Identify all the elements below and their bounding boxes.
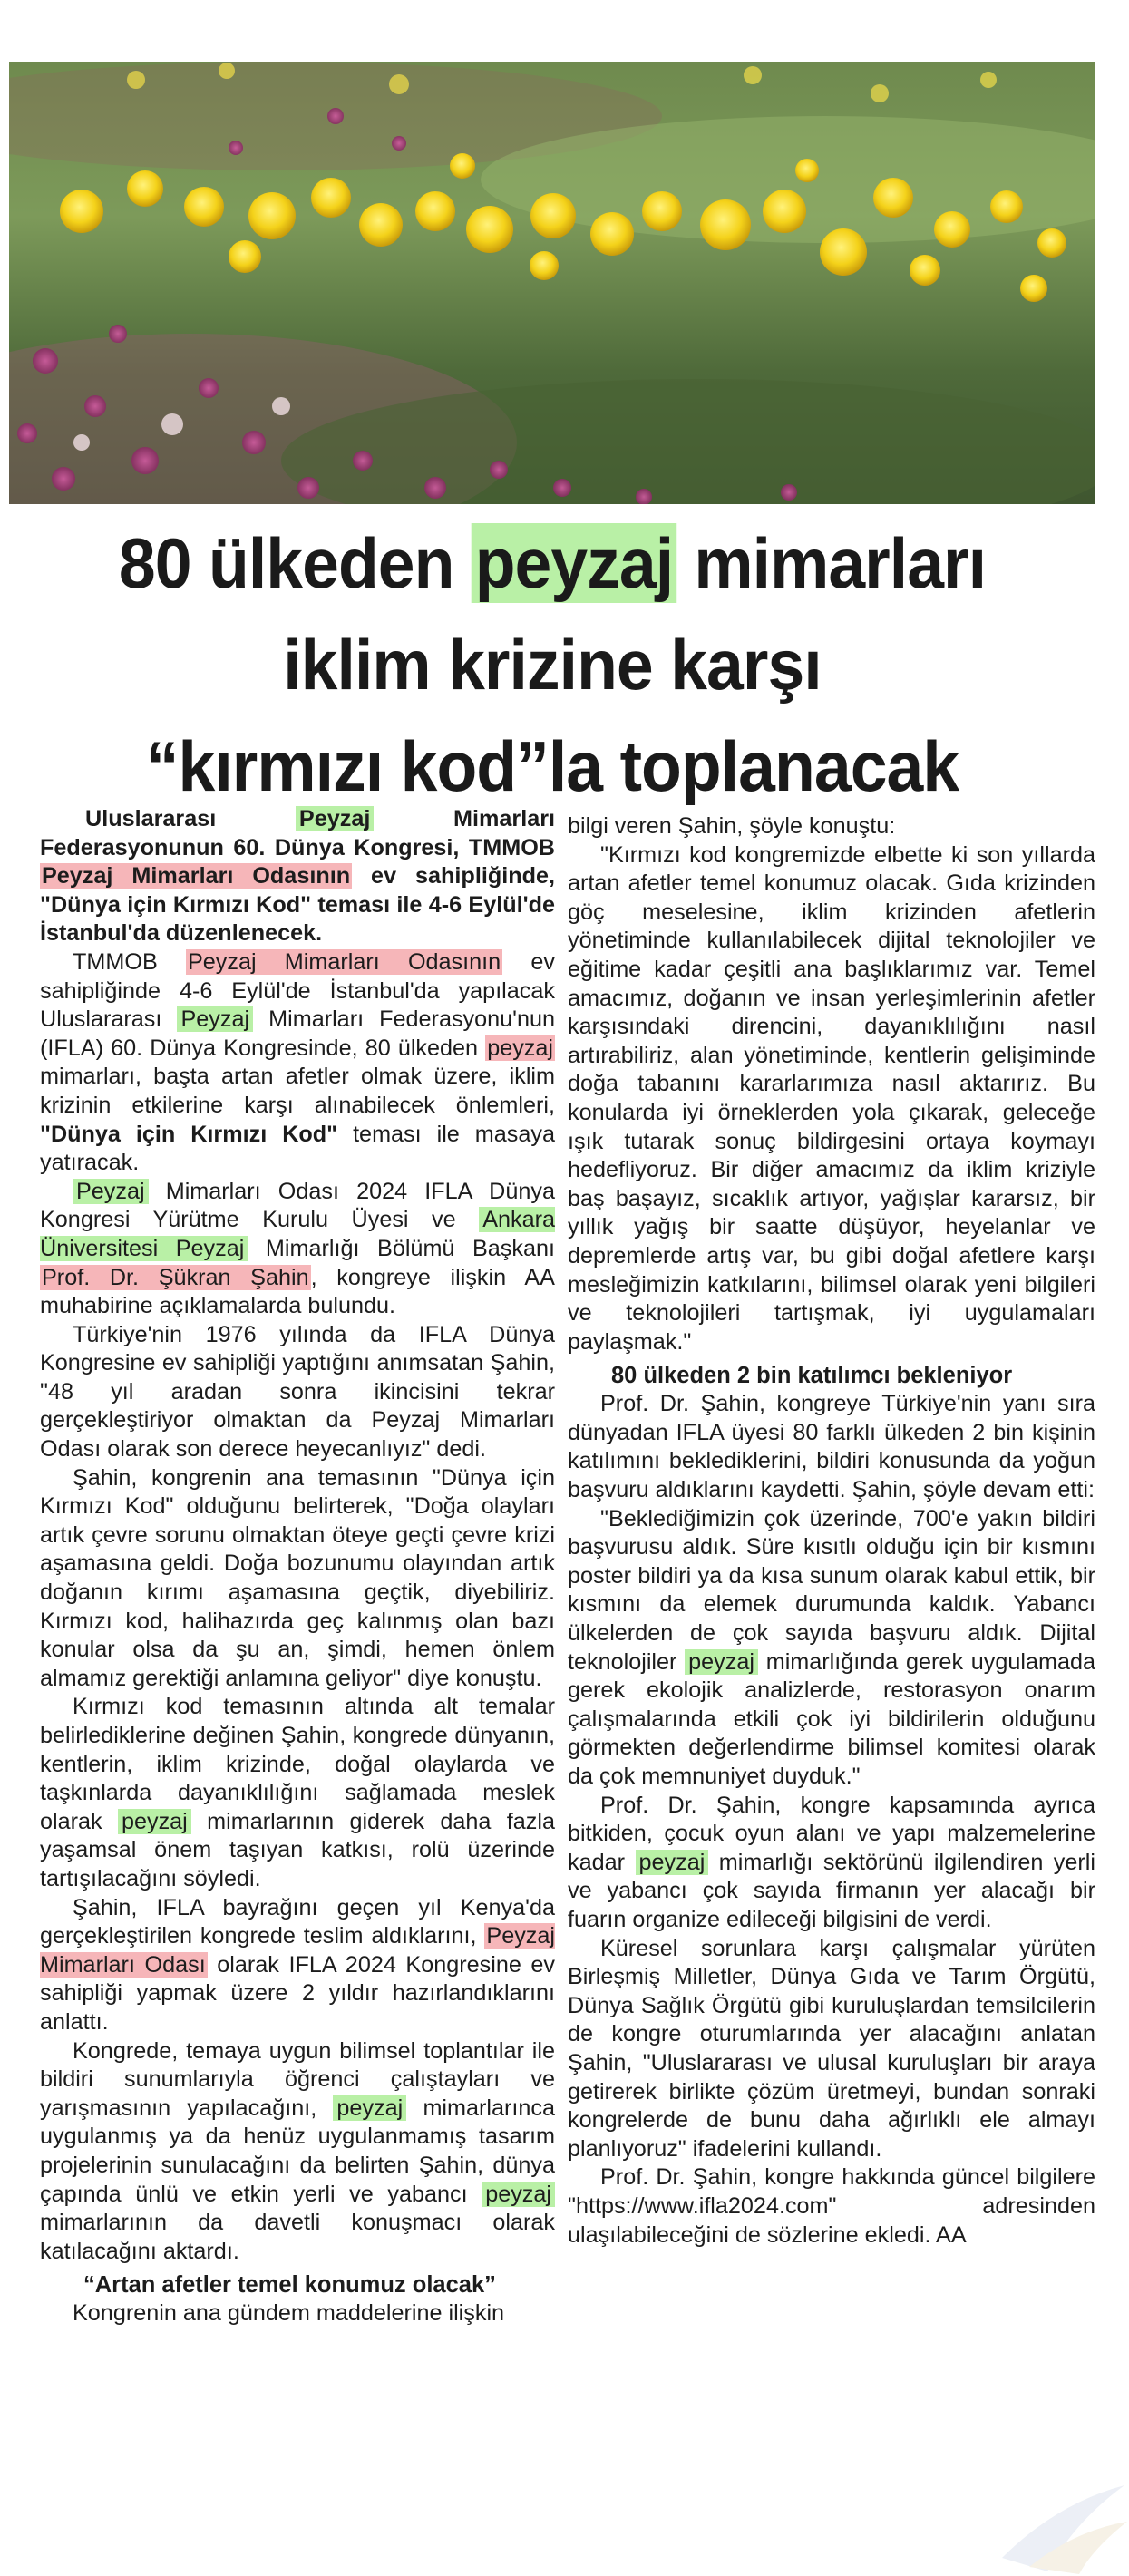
- text-run: ev sahipliğinde, "Dünya için Kırmızı Kod" teması ile 4-6 Eylül'de İstanbul'da düzenlenecek.: [40, 863, 555, 947]
- paragraph: bilgi veren Şahin, şöyle konuştu:: [568, 813, 896, 839]
- text-run: "Beklediğimizin çok üzerinde, 700'e yakın bildiri başvurusu aldık. Süre kısıtlı olduğu için bir kısmını poster bildiri ya da kısa sunum olarak kabul ettik, bir kısmını da elemek durumunda kaldık. Yabancı ülkelerden de çok sayıda başvuru aldık. Dijital teknolojiler: [568, 1505, 1095, 1675]
- text-run: "Dünya için Kırmızı Kod": [40, 1121, 338, 1147]
- headline: [42, 512, 1063, 817]
- paragraph: [40, 2037, 555, 2267]
- text-run: mimarları, başta artan afetler olmak üzere, iklim krizinin etkilerine karşı alınabilecek önlemleri,: [40, 1064, 555, 1118]
- paragraph: [40, 1894, 555, 2037]
- highlighted-term: peyzaj: [636, 1850, 709, 1875]
- headline-line-3: “kırmızı kod”la toplanacak: [145, 726, 959, 806]
- paragraph: Türkiye'nin 1976 yılında da IFLA Dünya Kongresine ev sahipliği yaptığını anımsatan Şahin, "48 yıl aradan sonra ikincisini tekrar gerçekleştiriyor olmaktan da Peyzaj Mimarları Odası olarak son derece heyecanlıyız" dedi.: [40, 1321, 555, 1463]
- text-run: Mimarları Federasyonunun 60. Dünya Kongresi, TMMOB: [40, 806, 555, 860]
- text-run: Prof. Dr. Şahin, kongre kapsamında ayrıca bitkiden, çocuk oyun alanı ve yapı malzemelerine kadar: [568, 1792, 1095, 1875]
- text-run: mimarlığında gerek uygulamada gerek ekolojik analizlerde, restorasyon onarım çalışmalarında etkili çok iyi bildirilerin olduğunu görmekten değerlendirme bilimsel komitesi olarak da çok memnuniyet duyduk.": [568, 1648, 1096, 1789]
- text-run: Kongrede, temaya uygun bilimsel toplantılar ile bildiri sunumlarıyla öğrenci çalıştayları ve yarışmasının yapılacağını,: [40, 2037, 555, 2121]
- text-run: teması ile masaya yatıracak.: [40, 1121, 555, 1176]
- highlighted-term: peyzaj: [685, 1649, 758, 1675]
- highlighted-term: Ankara Üniversitesi Peyzaj: [40, 1207, 555, 1261]
- watermark-swoosh-icon: [993, 2449, 1129, 2576]
- highlighted-term: peyzaj: [118, 1809, 191, 1834]
- left-column: [40, 805, 555, 2328]
- text-run: Mimarlığı Bölümü Başkanı: [248, 1235, 556, 1261]
- highlighted-term: Prof. Dr. Şükran Şahin: [42, 1264, 309, 1290]
- paragraph: [40, 948, 555, 1178]
- subheading: “Artan afetler temel konumuz olacak”: [83, 2272, 496, 2299]
- highlighted-term: peyzaj: [487, 1035, 553, 1061]
- lead-paragraph: [40, 805, 555, 948]
- text-run: Mimarları Federasyonu'nun (IFLA) 60. Dünya Kongresinde, 80 ülkeden: [40, 1006, 555, 1061]
- text-run: ev sahipliğinde 4-6 Eylül'de İstanbul'da yapılacak Uluslararası: [40, 948, 555, 1033]
- text-run: Uluslararası: [85, 806, 296, 831]
- headline-text: 80 ülkeden: [118, 523, 472, 603]
- headline-line-1: [42, 512, 1063, 614]
- text-run: mimarlarının da davetli konuşmacı olarak katılacağını aktardı.: [40, 2210, 555, 2264]
- paragraph: Prof. Dr. Şahin, kongreye Türkiye'nin yanı sıra dünyadan IFLA üyesi 80 farklı ülkeden 2 bin kişinin katılımını beklediklerini, bildiri konusunda da yoğun başvuru aldıklarını kaydetti. Şahin, şöyle devam etti:: [568, 1391, 1095, 1503]
- highlighted-term: Peyzaj Mimarları Odası: [40, 1923, 555, 1978]
- paragraph: [568, 1792, 1095, 1935]
- paragraph: [40, 1178, 555, 1321]
- text-run: TMMOB: [73, 948, 186, 975]
- text-run: mimarlarınca uygulanmış ya da henüz uygulanmamış tasarım projelerinin sunulacağını da belirten Şahin, dünya çapında ünlü ve etkin yerli ve yabancı: [40, 2095, 555, 2207]
- highlighted-term: Peyzaj: [296, 806, 374, 831]
- paragraph: [40, 1693, 555, 1893]
- headline-highlight: peyzaj: [472, 523, 676, 603]
- paragraph: Kongrenin ana gündem maddelerine ilişkin: [73, 2300, 505, 2327]
- text-run: mimarlarının giderek daha fazla yaşamsal önem taşıyan katkısı, rolü üzerinde tartışılacağını söyledi.: [40, 1808, 556, 1891]
- paragraph: [568, 1505, 1095, 1792]
- highlighted-term: Peyzaj: [177, 1006, 253, 1032]
- subheading: 80 ülkeden 2 bin katılımcı bekleniyor: [611, 1363, 1013, 1389]
- text-run: mimarlığı sektörünü ilgilendiren yerli ve yabancı çok sayıda firmanın yer alacağı bir fuarın organize edileceği bilgisini de verdi.: [568, 1849, 1095, 1932]
- highlighted-term: peyzaj: [333, 2095, 406, 2121]
- text-run: Şahin, IFLA bayrağını geçen yıl Kenya'da gerçekleştirilen kongrede teslim aldıklarını,: [40, 1894, 555, 1949]
- paragraph: "Kırmızı kod kongremizde elbette ki son yıllarda artan afetler temel konumuz olacak. Gıda krizinden göç meselesine, iklim krizinden afetlerin yönetiminde kullanılabilecek dijital teknolojiler ve eğitime kadar çeşitli ana başlıklarımız var. Temel amacımız, doğanın ve insan yerleşimlerinin afetler karşısındaki direncini, dayanıklılığını nasıl artırabiliriz, alan yönetiminde, kentlerin gelişiminde doğa tabanını kararlarımıza nasıl aktarırız. Bu konularda iyi örneklerden yola çıkarak, geleceğe ışık tutarak sonuç bildirgesini ortaya koymayı hedefliyoruz. Bir diğer amacımız da iklim kriziyle baş başayız, sıcaklık artıyor, yağışlar kararsız, bir yıllık yağış bir saatte düşüyor, heyelanlar ve depremlerde artış var, bu gibi doğal afetlere karşı mesleğimizin katkılarını, bilimsel olarak yeni bilgileri ve teknolojileri tartışmak, iyi uygulamaları paylaşmak.": [568, 841, 1095, 1355]
- highlighted-term: peyzaj: [482, 2182, 555, 2207]
- paragraph: Şahin, kongrenin ana temasının "Dünya için Kırmızı Kod" olduğunu belirterek, "Doğa olayları artık çevre sorunu olmaktan öteye geçti çevre krizi aşamasına geldi. Doğa bozunumu olayından artık doğanın kırımı aşamasına geçtik, diyebiliriz. Kırmızı kod, halihazırda geç kalınmış olan bazı konular olsa da şu an, şimdi, hemen önlem almamız gerektiği anlamına geliyor" diye konuştu.: [40, 1464, 555, 1691]
- headline-line-2: iklim krizine karşı: [283, 625, 822, 705]
- paragraph: Küresel sorunlara karşı çalışmalar yürüten Birleşmiş Milletler, Dünya Gıda ve Tarım Örgütü, Dünya Sağlık Örgütü gibi kuruluşlardan temsilcilerin de kongre oturumlarında yer alacağını anlatan Şahin, "Uluslararası ve ulusal kuruluşları bir araya getirerek birlikte çözüm üretmeyi, bundan sonraki kongrelerde de bunu daha ağırlıklı ele almayı planlıyoruz" ifadelerini kullandı.: [568, 1935, 1095, 2162]
- paragraph: Prof. Dr. Şahin, kongre hakkında güncel bilgilere "https://www.ifla2024.com" adresinden ulaşılabileceğini de sözlerine ekledi. AA: [568, 2164, 1095, 2248]
- headline-text: mimarları: [676, 523, 987, 603]
- highlighted-term: Peyzaj Mimarları Odasının: [42, 863, 351, 889]
- text-run: , kongreye ilişkin AA muhabirine açıklamalarda bulundu.: [40, 1264, 555, 1319]
- text-run: olarak IFLA 2024 Kongresine ev sahipliği yapmak üzere 2 yıldır hazırlandıklarını anlattı.: [40, 1951, 555, 2035]
- flowers-image: [9, 62, 1095, 504]
- article-photo: [9, 62, 1095, 504]
- text-run: Mimarları Odası 2024 IFLA Dünya Kongresi Yürütme Kurulu Üyesi ve: [40, 1178, 555, 1233]
- right-column: [568, 812, 1095, 2250]
- highlighted-term: Peyzaj Mimarları Odasının: [187, 948, 501, 975]
- highlighted-term: Peyzaj: [73, 1179, 149, 1204]
- text-run: Kırmızı kod temasının altında alt temalar belirlediklerine değinen Şahin, kongrede dünyanın, kentlerin, iklim krizinde, doğal olaylarda ve taşkınlarda dayanıklılığını sağlamada meslek olarak: [40, 1694, 555, 1834]
